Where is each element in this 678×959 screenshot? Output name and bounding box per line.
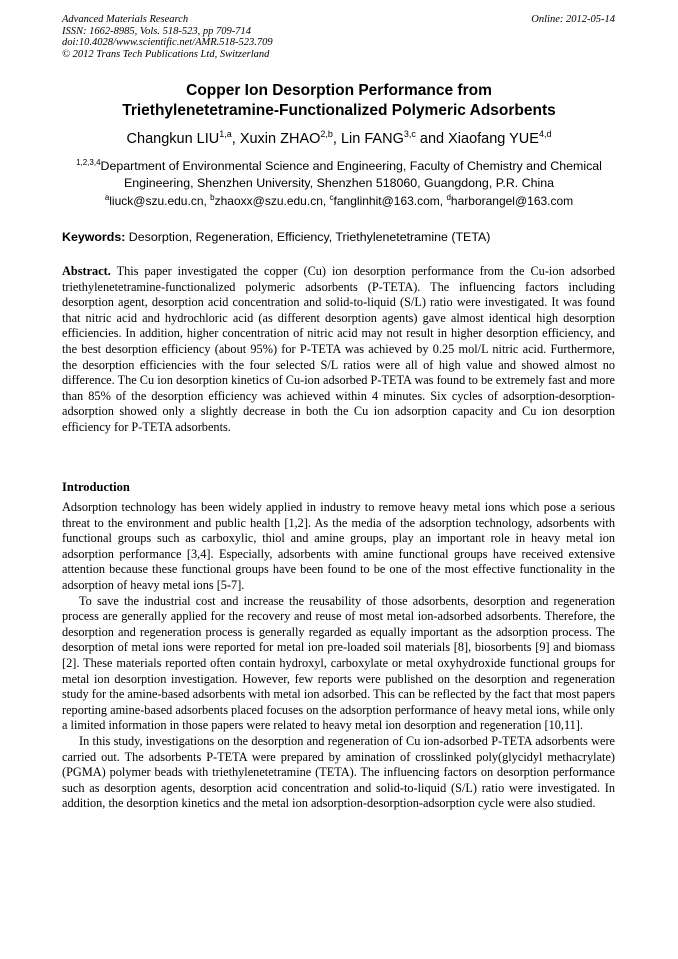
copyright-line: © 2012 Trans Tech Publications Ltd, Switzerland: [62, 48, 270, 60]
affiliation: [64, 158, 614, 192]
email-1: $^a$liuck@szu.edu.cn: [104, 193, 204, 208]
journal-name: Advanced Materials Research: [62, 14, 189, 25]
paper-title: [40, 81, 638, 121]
author-list: [40, 130, 638, 148]
author-1: Changkun LIU$^{1,a}$: [126, 129, 232, 147]
section-heading-introduction: Introduction: [62, 480, 130, 494]
author-separator: ,: [332, 131, 341, 147]
online-date: Online: 2012-05-14: [531, 14, 615, 25]
abstract-label: Abstract.: [62, 264, 111, 278]
email-2: $^b$zhaoxx@szu.edu.cn: [210, 193, 323, 208]
abstract-text: This paper investigated the copper (Cu) ion desorption performance from the Cu-ion adsorbed triethylenetetramine-functionalized polymeric adsorbents (P-TETA). The influencing factors including desorption agent, desorption acid concentration and solid-to-liquid (S/L) ratio were investigated. It was found that nitric acid and hydrochloric acid (as different desorption agents) gave almost identical high desorption efficiencies. In addition, higher concentration of nitric acid may not result in higher desorption efficiency, and the best desorption efficiency (about 95%) for P-TETA was achieved by 0.25 mol/L nitric acid. Furthermore, the desorption efficiencies with the four selected S/L ratios were all of high value and showed almost no difference. The Cu ion desorption kinetics of Cu-ion adsorbed P-TETA was found to be extremely fast and more than 85% of the desorption efficiency was achieved within 4 minutes. Six cycles of adsorption-desorption-adsorption showed only a slightly decrease in both the Cu ion adsorption capacity and Cu ion desorption efficiency for P-TETA adsorbents.: [62, 264, 615, 434]
title-line-1: Copper Ion Desorption Performance from: [186, 82, 492, 99]
affiliation-line-1: $^{1,2,3,4}$Department of Environmental Science and Engineering, Faculty of Chemistry and Chemical: [76, 158, 602, 173]
keywords-label: Keywords:: [62, 230, 126, 244]
author-separator: ,: [231, 131, 240, 147]
author-4: Xiaofang YUE$^{4,d}$: [448, 129, 552, 147]
affiliation-line-2: Engineering, Shenzhen University, Shenzhen 518060, Guangdong, P.R. China: [123, 176, 555, 190]
author-3: Lin FANG$^{3,c}$: [340, 129, 416, 147]
issn-line: ISSN: 1662-8985, Vols. 518-523, pp 709-714: [62, 25, 251, 37]
journal-header: [62, 14, 615, 60]
author-2: Xuxin ZHAO$^{2,b}$: [239, 129, 333, 147]
author-separator: and: [415, 131, 449, 147]
intro-paragraph-1: Adsorption technology has been widely applied in industry to remove heavy metal ions which pose a serious threat to the environment and public health [1,2]. As the media of the adsorption technology, adsorbents with functional groups such as carboxylic, thiol and amine groups, play an important role in heavy metal ion adsorption performance [3,4]. Especially, adsorbents with amine functional groups have received extensive attention because these functional groups have been found to be one of the most effective functionality in the adsorption of heavy metal ions [5-7].: [62, 500, 615, 592]
keywords-text: Desorption, Regeneration, Efficiency, Triethylenetetramine (TETA): [125, 230, 491, 244]
introduction-body: [62, 500, 615, 812]
intro-paragraph-3: In this study, investigations on the desorption and regeneration of Cu ion-adsorbed P-TETA adsorbents were carried out. The adsorbents P-TETA were prepared by amination of crosslinked poly(glycidyl methacrylate) (PGMA) polymer beads with triethylenetetramine (TETA). The influencing factors on desorption performance such as desorption agents, desorption acid concentration and solid-to-liquid (S/L) ratio were investigated. In addition, the desorption kinetics and the metal ion adsorption-desorption-adsorption cycle were also studied.: [62, 733, 615, 811]
intro-paragraph-2: To save the industrial cost and increase the reusability of those adsorbents, desorption and regeneration process are generally applied for the recovery and reuse of most metal ion-adsorbed adsorbents. Therefore, the desorption and regeneration process is generally regarded as equally important as the adsorption process. The desorption of metal ions were reported for metal ion pre-loaded soil materials [8], biosorbents [9] and biomass [2]. These materials reported often contain hydroxyl, carboxylate or metal oxyhydroxide functional groups for metal ion desorption investigation. However, few reports were published on the desorption and regeneration study for the amine-based adsorbents with metal ion adsorbed. This can be reflected by the fact that most papers reporting amine-based adsorbents placed focuses on the adsorption performance of heavy metal ions, while only a limited information in those papers were related to heavy metal ion desorption and regeneration [10,11].: [62, 593, 615, 733]
title-line-2: Triethylenetetramine-Functionalized Polymeric Adsorbents: [122, 102, 556, 119]
email-list: $^a$liuck@szu.edu.cn, $^b$zhaoxx@szu.edu.cn, $^c$fanglinhit@163.com, $^d$harborangel@163.com: [104, 193, 574, 208]
doi-line: doi:10.4028/www.scientific.net/AMR.518-523.709: [62, 37, 273, 48]
keywords: [62, 230, 615, 245]
abstract: [62, 264, 615, 436]
email-3: $^c$fanglinhit@163.com: [329, 193, 440, 208]
email-4: $^d$harborangel@163.com: [446, 193, 574, 208]
